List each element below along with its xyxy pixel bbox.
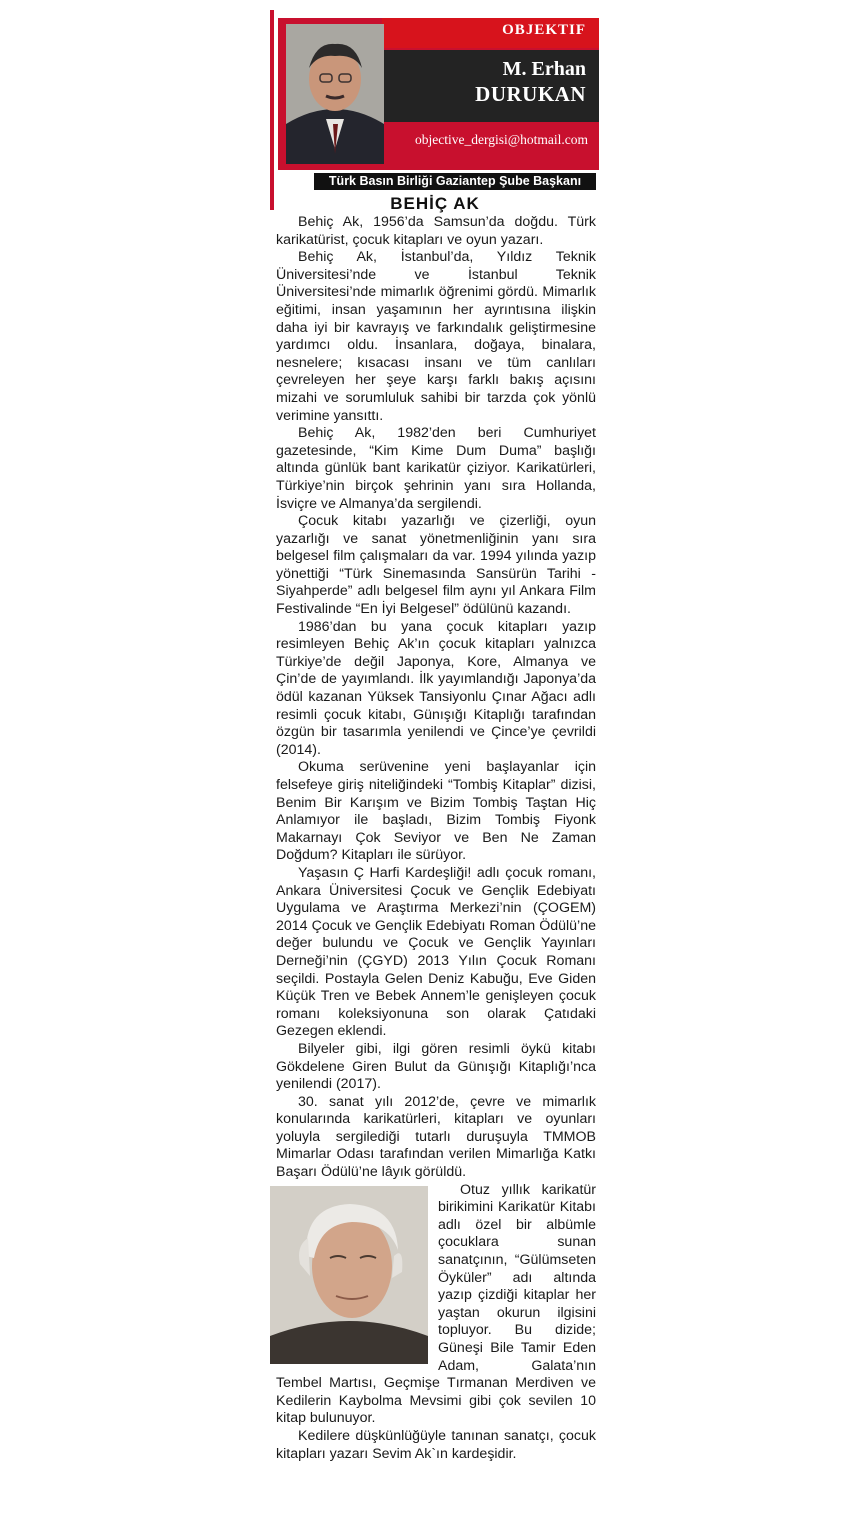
paragraph: Behiç Ak, 1956’da Samsun’da doğdu. Türk karikatürist, çocuk kitapları ve oyun yazarı. xyxy=(276,214,596,248)
paragraph: Okuma serüvenine yeni başlayanlar için felsefeye giriş niteliğindeki “Tombiş Kitaplar” dizisi, Benim Bir Karışım ve Bizim Tombiş Taştan Hiç Anlamıyor ile başladı, Bizim Tombiş Fiyonk Makarnayı Çok Seviyor ve Ben Ne Zaman Doğdum? Kitapları ile sürüyor. xyxy=(276,759,596,864)
header-left-rule xyxy=(270,10,274,210)
paragraph: Yaşasın Ç Harfi Kardeşliği! adlı çocuk romanı, Ankara Üniversitesi Çocuk ve Gençlik Edebiyatı Uygulama ve Araştırma Merkezi’nin (ÇOGEM) 2014 Çocuk ve Gençlik Edebiyatı Roman Ödülü’ne değer bulundu ve Çocuk ve Gençlik Yayınları Derneği’nin (ÇGYD) 2013 Yılın Çocuk Romanı seçildi. Postayla Gelen Deniz Kabuğu, Eve Giden Küçük Tren ve Bebek Annem’le genişleyen çocuk romanı koleksiyonuna son olarak Çatıdaki Gezegen eklendi. xyxy=(276,864,596,1040)
paragraph: Behiç Ak, İstanbul’da, Yıldız Teknik Üniversitesi’nde ve İstanbul Teknik Üniversitesi’nde mimarlık öğrenimi gördü. Mimarlık eğitimi, insan yaşamının her ayrıntısına ilişkin daha iyi bir kavrayış ve farkındalık geliştirmesine yardımcı oldu. İnsanlara, doğaya, binalara, nesnelere; kısacası insanı ve tüm canlıları çevreleyen her şeye karşı farklı bakış açısını mizahi ve sorumluluk sahibi bir tarzda çok yönlü verimine yansıttı. xyxy=(276,249,596,424)
section-label: OBJEKTIF xyxy=(502,22,586,38)
paragraph: Çocuk kitabı yazarlığı ve çizerliği, oyun yazarlığı ve sanat yönetmenliğinin yanı sıra belgesel film çalışmaları da var. 1994 yılında yazıp yönettiği “Türk Sinemasında Sansürün Tarihi - Siyahperde” adlı belgesel film aynı yıl Ankara Film Festivalinde “En İyi Belgesel” ödülünü kazandı. xyxy=(276,513,596,618)
author-last-name: DURUKAN xyxy=(475,82,586,106)
column-header xyxy=(270,10,600,210)
subject-portrait-illustration xyxy=(270,1186,428,1364)
author-portrait-illustration xyxy=(286,24,384,164)
header-caption-strip xyxy=(278,168,599,190)
article-title: BEHİÇ AK xyxy=(390,194,480,213)
subject-photo xyxy=(270,1186,428,1364)
author-first-name: M. Erhan xyxy=(502,58,586,80)
paragraph: Kedilere düşkünlüğüyle tanınan sanatçı, çocuk kitapları yazarı Sevim Ak`ın kardeşidir. xyxy=(276,1427,596,1462)
paragraph: Behiç Ak, 1982’den beri Cumhuriyet gazetesinde, “Kim Kime Dum Duma” başlığı altında günlük bant karikatür çiziyor. Karikatürleri, Türkiye’nin birçok şehrinin yanı sıra Hollanda, İsviçre ve Almanya’da sergilendi. xyxy=(276,425,596,512)
paragraph: Otuz yıllık karikatür birikimini Karikatür Kitabı adlı özel bir albümle çocuklara sunan sanatçının, “Gülümseten Öyküler” adı altında yazıp çizdiği kitaplar her yaştan okurun ilgisini topluyor. Bu dizide; Güneşi Bile Tamir Eden Adam, Galata’nın Tembel Martısı, Geçmişe Tırmanan Merdiven ve Kedilerin Kaybolma Mevsimi gibi çok sevilen 10 kitap bulunuyor. xyxy=(276,1181,596,1427)
author-email[interactable]: objective_dergisi@hotmail.com xyxy=(414,132,588,147)
author-title-caption: Türk Basın Birliği Gaziantep Şube Başkanı xyxy=(314,173,596,190)
author-photo xyxy=(286,24,384,164)
paragraph: 1986’dan bu yana çocuk kitapları yazıp resimleyen Behiç Ak’ın çocuk kitapları yalnızca Türkiye’de değil Japonya, Kore, Almanya ve Çin’de de yayımlandı. İlk yayımlandığı Japonya’da ödül kazanan Yüksek Tansiyonlu Çınar Ağacı adlı resimli çocuk kitabı, Günışığı Kitaplığı tarafından özgün bir tasarımla yenilendi ve Çince’ye çevrildi (2014). xyxy=(276,618,596,758)
paragraph: 30. sanat yılı 2012’de, çevre ve mimarlık konularında karikatürleri, kitapları ve oyunları yoluyla sergilediği tutarlı duruşuyla TMMOB Mimarlar Odası tarafından verilen Mimarlığa Katkı Başarı Ödülü’ne lâyık görüldü. xyxy=(276,1093,596,1181)
paragraph: Bilyeler gibi, ilgi gören resimli öykü kitabı Gökdelene Giren Bulut da Günışığı Kitaplığı’nca yenilendi (2017). xyxy=(276,1040,596,1093)
article-body xyxy=(276,214,596,1463)
